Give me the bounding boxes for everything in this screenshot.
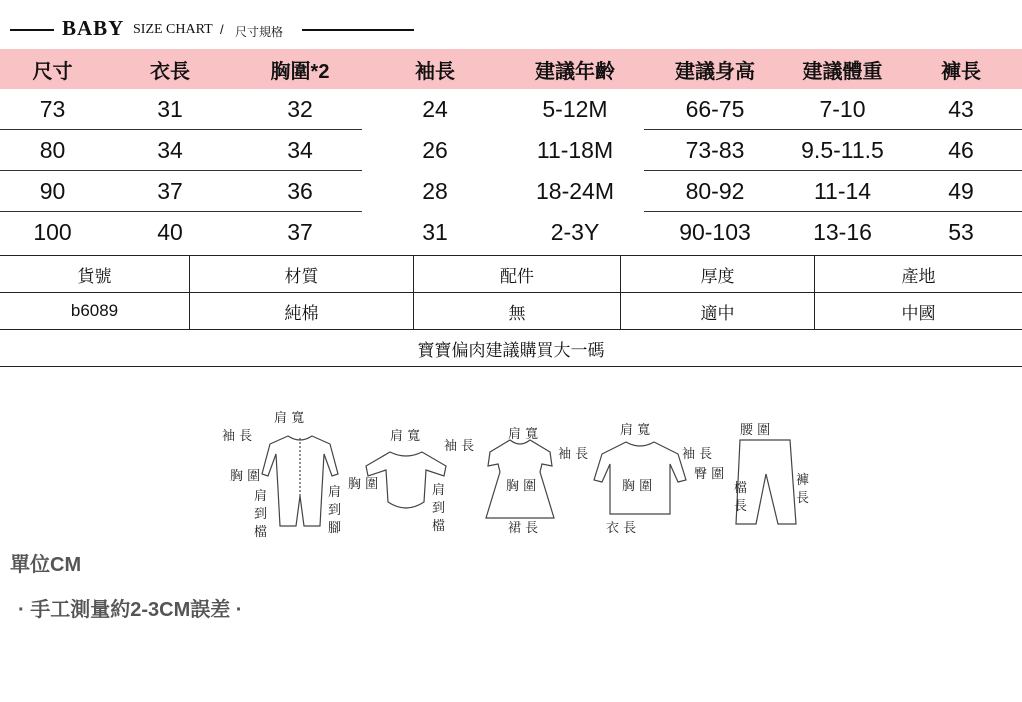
- zh-title: 尺寸規格: [235, 25, 284, 39]
- dress-label: 胸 圍: [506, 479, 537, 494]
- product-info-table: [0, 255, 1022, 367]
- header-slash: /: [220, 22, 224, 37]
- romper-label: 肩: [254, 489, 268, 504]
- bodysuit-label: 檔: [432, 519, 446, 534]
- bodysuit-label: 到: [432, 501, 446, 516]
- info-value-cell: 純棉: [190, 293, 414, 329]
- top-label: 胸 圍: [622, 479, 653, 494]
- col-header: 褲長: [941, 60, 981, 83]
- table-cell: 31: [422, 219, 448, 245]
- info-value-cell: 中國: [901, 303, 936, 323]
- measurement-diagrams: [218, 411, 818, 546]
- top-label: 衣 長: [606, 521, 637, 536]
- top-label: 袖 長: [682, 447, 713, 462]
- table-row: [0, 171, 1022, 212]
- info-header-cell: 配件: [414, 256, 621, 292]
- pants-label: 臀 圍: [694, 467, 725, 482]
- col-header: 胸圍*2: [270, 60, 330, 83]
- table-cell: 80-92: [685, 178, 745, 204]
- romper-label: 袖 長: [222, 429, 253, 444]
- col-header: 尺寸: [32, 60, 73, 83]
- header-left-rule: [10, 29, 54, 31]
- diagram-canvas: [218, 411, 818, 546]
- table-cell: 100: [33, 219, 72, 245]
- romper-label: 到: [328, 503, 342, 518]
- size-advice-note: 寶寶偏肉建議購買大一碼: [0, 330, 1022, 367]
- table-cell: 11-14: [813, 178, 872, 204]
- table-cell: 73: [39, 96, 66, 122]
- table-cell: 28: [422, 178, 448, 204]
- table-cell: 26: [422, 137, 448, 163]
- page-header: [0, 12, 420, 46]
- table-cell: 66-75: [685, 96, 745, 122]
- top-label: 肩 寬: [620, 423, 651, 438]
- table-cell: 32: [287, 96, 313, 122]
- pants-label: 長: [796, 491, 810, 506]
- table-cell: 37: [157, 178, 183, 204]
- dress-label: 袖 長: [558, 447, 589, 462]
- table-cell: 24: [422, 96, 448, 122]
- table-cell: 11-18M: [536, 137, 614, 163]
- size-chart-subtitle: SIZE CHART: [133, 22, 213, 37]
- info-value-row: [0, 293, 1022, 330]
- header-right-rule: [302, 29, 414, 31]
- info-header-cell: 貨號: [0, 256, 190, 292]
- romper-label: 肩: [328, 485, 342, 500]
- table-cell: 73-83: [685, 137, 745, 163]
- measurement-error-note: · 手工測量約2-3CM誤差 ·: [18, 599, 243, 621]
- pants-label: 長: [734, 499, 748, 514]
- table-cell: 43: [948, 96, 974, 122]
- table-cell: 13-16: [813, 219, 872, 245]
- romper-label: 腳: [328, 521, 342, 536]
- size-table-header: [0, 49, 1022, 89]
- dress-label: 裙 長: [508, 521, 539, 536]
- col-header: 衣長: [150, 60, 190, 83]
- size-table: [0, 49, 1022, 253]
- romper-label: 胸 圍: [230, 469, 261, 484]
- table-cell: 36: [287, 178, 313, 204]
- pants-label: 腰 圍: [740, 423, 771, 438]
- table-cell: 7-10: [819, 96, 866, 122]
- table-cell: 53: [948, 219, 974, 245]
- romper-label: 檔: [254, 525, 268, 540]
- dress-label: 肩 寬: [508, 427, 539, 442]
- top-outline-icon: [594, 442, 686, 514]
- pants-label: 褲: [796, 473, 810, 488]
- table-cell: 90-103: [679, 219, 751, 245]
- bodysuit-label: 肩: [432, 483, 446, 498]
- table-cell: 9.5-11.5: [801, 137, 884, 163]
- table-cell: 49: [948, 178, 974, 204]
- table-row: [0, 130, 1022, 171]
- bodysuit-label: 袖 長: [444, 439, 475, 454]
- table-cell: 46: [948, 137, 974, 163]
- table-cell: 34: [287, 137, 313, 163]
- table-cell: 40: [157, 219, 183, 245]
- info-header-row: [0, 256, 1022, 293]
- info-value-cell: 適中: [621, 293, 815, 329]
- pants-label: 檔: [734, 481, 748, 496]
- table-row: [0, 89, 1022, 130]
- col-header: 建議年齡: [535, 60, 615, 83]
- col-header: 建議體重: [802, 60, 883, 83]
- info-value-cell: b6089: [0, 293, 190, 329]
- col-header: 袖長: [415, 60, 455, 83]
- bodysuit-label: 胸 圍: [348, 477, 379, 492]
- table-cell: 90: [39, 178, 66, 204]
- table-cell: 34: [157, 137, 183, 163]
- table-cell: 2-3Y: [550, 219, 600, 245]
- unit-note: 單位CM: [10, 554, 82, 576]
- romper-outline-icon: [262, 436, 338, 526]
- table-cell: 5-12M: [542, 96, 608, 122]
- info-header-cell: 產地: [901, 266, 936, 286]
- romper-label: 到: [254, 507, 268, 522]
- table-cell: 18-24M: [536, 178, 614, 204]
- info-header-cell: 材質: [190, 256, 414, 292]
- table-cell: 80: [39, 137, 66, 163]
- bodysuit-label: 肩 寬: [390, 429, 421, 444]
- col-header: 建議身高: [675, 60, 755, 83]
- info-value-cell: 無: [414, 293, 621, 329]
- table-cell: 31: [157, 96, 183, 122]
- romper-label: 肩 寬: [274, 411, 305, 426]
- table-cell: 37: [287, 219, 313, 245]
- table-row: [0, 212, 1022, 253]
- brand-title: BABY: [62, 16, 125, 40]
- info-header-cell: 厚度: [621, 256, 815, 292]
